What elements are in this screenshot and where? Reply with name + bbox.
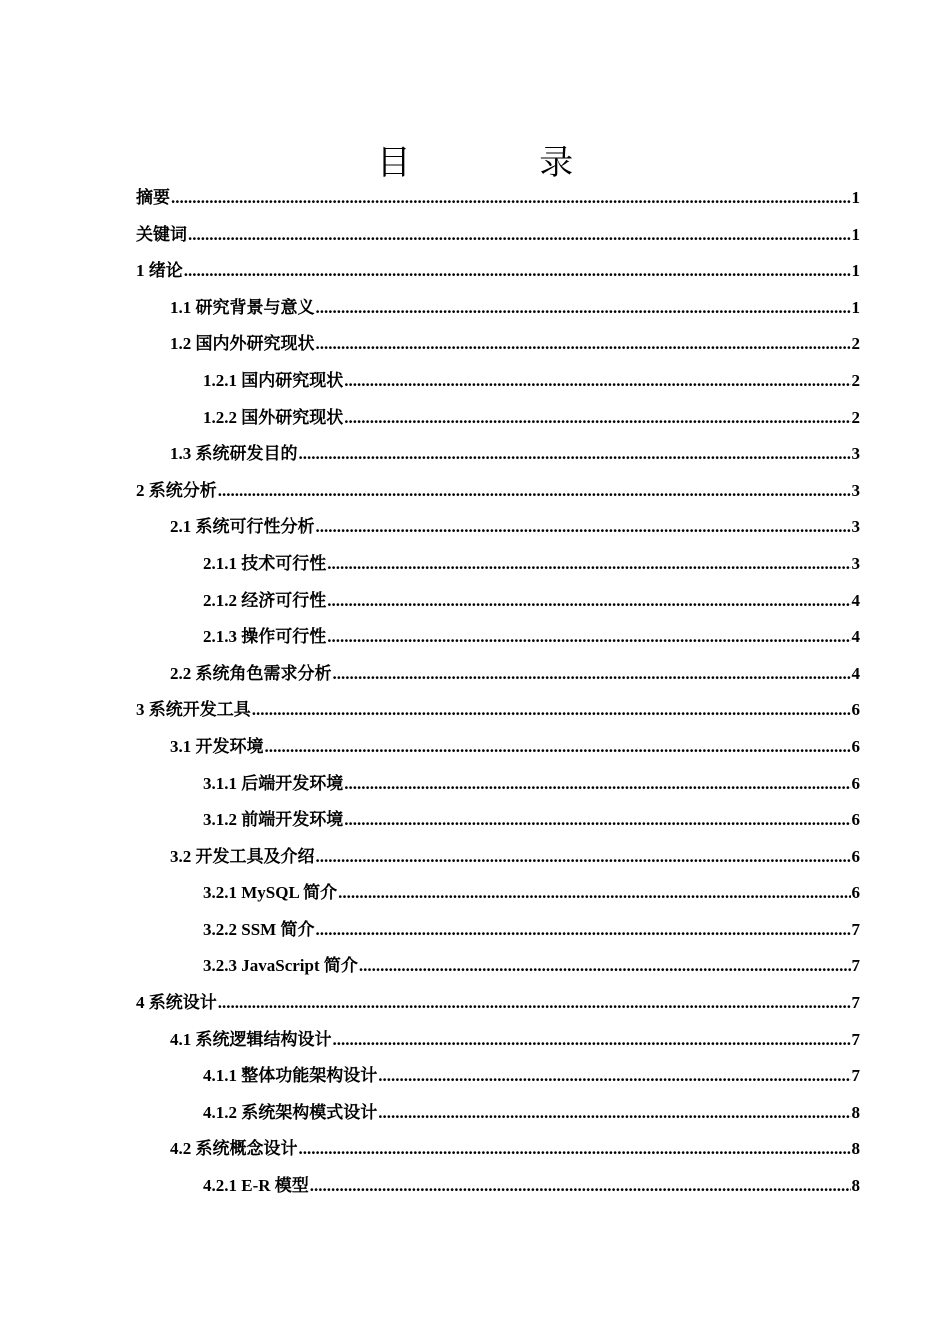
toc-page-number: 1: [851, 297, 860, 317]
toc-page-number: 7: [851, 919, 860, 939]
toc-dot-leader: [218, 985, 851, 1022]
toc-page-number: 2: [851, 370, 860, 390]
toc-entry[interactable]: [136, 436, 860, 473]
toc-dot-leader: [171, 180, 851, 217]
toc-entry[interactable]: [136, 363, 860, 400]
toc-dot-leader: [333, 656, 851, 693]
toc-entry-title: 1.2 国内外研究现状: [170, 334, 315, 354]
toc-page-number: 6: [851, 700, 860, 720]
toc-entry[interactable]: [136, 180, 860, 217]
toc-dot-leader: [344, 802, 850, 839]
toc-dot-leader: [299, 1131, 851, 1168]
toc-entry-title: 2.1.3 操作可行性: [203, 627, 327, 647]
toc-entry[interactable]: [136, 583, 860, 620]
toc-title: 目 录: [376, 145, 634, 182]
toc-dot-leader: [188, 217, 851, 254]
toc-entry[interactable]: [136, 619, 860, 656]
toc-entry[interactable]: [136, 326, 860, 363]
toc-page-number: 3: [851, 553, 860, 573]
toc-entry-title: 3.1 开发环境: [170, 736, 264, 756]
toc-dot-leader: [344, 363, 850, 400]
toc-dot-leader: [265, 729, 851, 766]
toc-page-number: 7: [851, 956, 860, 976]
toc-entry-title: 3.2.2 SSM 简介: [203, 919, 315, 939]
toc-entry-title: 摘要: [136, 188, 170, 207]
toc-dot-leader: [218, 473, 851, 510]
toc-entry[interactable]: [136, 766, 860, 803]
toc-page-number: 4: [851, 627, 860, 647]
toc-entry[interactable]: [136, 1095, 860, 1132]
toc-entry-title: 3.2 开发工具及介绍: [170, 846, 315, 866]
toc-dot-leader: [333, 1022, 851, 1059]
toc-page-number: 6: [851, 773, 860, 793]
toc-entry[interactable]: [136, 656, 860, 693]
toc-page-number: 4: [851, 590, 860, 610]
toc-entry-title: 2.1.1 技术可行性: [203, 553, 327, 573]
toc-entry-title: 1.3 系统研发目的: [170, 444, 298, 464]
toc-entry[interactable]: [136, 948, 860, 985]
toc-page-number: 6: [851, 883, 860, 903]
toc-page-number: 8: [851, 1102, 860, 1122]
toc-dot-leader: [359, 948, 851, 985]
toc-entry-title: 4 系统设计: [136, 993, 217, 1013]
toc-dot-leader: [327, 583, 850, 620]
toc-entry[interactable]: [136, 875, 860, 912]
toc-entry-title: 4.2 系统概念设计: [170, 1139, 298, 1159]
toc-dot-leader: [344, 400, 850, 437]
toc-entry-title: 3 系统开发工具: [136, 700, 251, 720]
toc-page-number: 1: [851, 261, 860, 281]
toc-entry[interactable]: [136, 692, 860, 729]
toc-page-number: 3: [851, 517, 860, 537]
toc-entry[interactable]: [136, 912, 860, 949]
toc-dot-leader: [344, 766, 850, 803]
toc-page-number: 8: [851, 1176, 860, 1196]
toc-entry[interactable]: [136, 509, 860, 546]
toc-entry-title: 1.1 研究背景与意义: [170, 297, 315, 317]
toc-page-number: 6: [851, 736, 860, 756]
toc-dot-leader: [252, 692, 851, 729]
toc-entry-title: 1 绪论: [136, 261, 183, 281]
toc-dot-leader: [316, 839, 851, 876]
toc-list: [136, 180, 860, 1205]
toc-entry[interactable]: [136, 546, 860, 583]
toc-entry-title: 1.2.1 国内研究现状: [203, 370, 344, 390]
toc-entry[interactable]: [136, 290, 860, 327]
toc-entry-title: 4.2.1 E-R 模型: [203, 1176, 309, 1196]
toc-entry[interactable]: [136, 1022, 860, 1059]
toc-entry[interactable]: [136, 473, 860, 510]
toc-dot-leader: [316, 290, 851, 327]
toc-dot-leader: [338, 875, 850, 912]
toc-entry-title: 3.2.3 JavaScript 简介: [203, 956, 358, 976]
toc-page-number: 3: [851, 444, 860, 464]
toc-page-number: 3: [851, 480, 860, 500]
toc-entry[interactable]: [136, 1168, 860, 1205]
toc-entry[interactable]: [136, 217, 860, 254]
toc-page-number: 2: [851, 334, 860, 354]
toc-dot-leader: [327, 546, 850, 583]
toc-page-number: 2: [851, 407, 860, 427]
toc-page-number: 4: [851, 663, 860, 683]
toc-entry[interactable]: [136, 729, 860, 766]
toc-dot-leader: [378, 1095, 850, 1132]
toc-entry[interactable]: [136, 1131, 860, 1168]
toc-dot-leader: [310, 1168, 851, 1205]
toc-dot-leader: [184, 253, 851, 290]
toc-page-number: 6: [851, 810, 860, 830]
toc-dot-leader: [378, 1058, 850, 1095]
toc-entry[interactable]: [136, 1058, 860, 1095]
toc-page-number: 7: [851, 993, 860, 1013]
toc-entry[interactable]: [136, 839, 860, 876]
toc-dot-leader: [315, 912, 850, 949]
toc-entry-title: 关键词: [136, 224, 187, 244]
toc-entry[interactable]: [136, 985, 860, 1022]
toc-entry-title: 3.1.2 前端开发环境: [203, 810, 344, 830]
toc-entry-title: 3.1.1 后端开发环境: [203, 773, 344, 793]
toc-entry-title: 2 系统分析: [136, 480, 217, 500]
toc-entry-title: 4.1.2 系统架构模式设计: [203, 1102, 378, 1122]
toc-entry-title: 2.1 系统可行性分析: [170, 517, 315, 537]
toc-page-number: 1: [851, 188, 860, 207]
toc-page-number: 6: [851, 846, 860, 866]
toc-entry-title: 2.1.2 经济可行性: [203, 590, 327, 610]
toc-page-number: 7: [851, 1066, 860, 1086]
toc-entry-title: 4.1.1 整体功能架构设计: [203, 1066, 378, 1086]
toc-page-number: 1: [851, 224, 860, 244]
toc-dot-leader: [316, 509, 851, 546]
toc-page-number: 7: [851, 1029, 860, 1049]
toc-entry[interactable]: [136, 802, 860, 839]
toc-entry-title: 3.2.1 MySQL 简介: [203, 883, 338, 903]
toc-entry[interactable]: [136, 253, 860, 290]
toc-entry-title: 2.2 系统角色需求分析: [170, 663, 332, 683]
toc-entry-title: 4.1 系统逻辑结构设计: [170, 1029, 332, 1049]
toc-page-number: 8: [851, 1139, 860, 1159]
toc-dot-leader: [327, 619, 850, 656]
toc-dot-leader: [316, 326, 851, 363]
toc-entry[interactable]: [136, 400, 860, 437]
toc-entry-title: 1.2.2 国外研究现状: [203, 407, 344, 427]
toc-dot-leader: [299, 436, 851, 473]
